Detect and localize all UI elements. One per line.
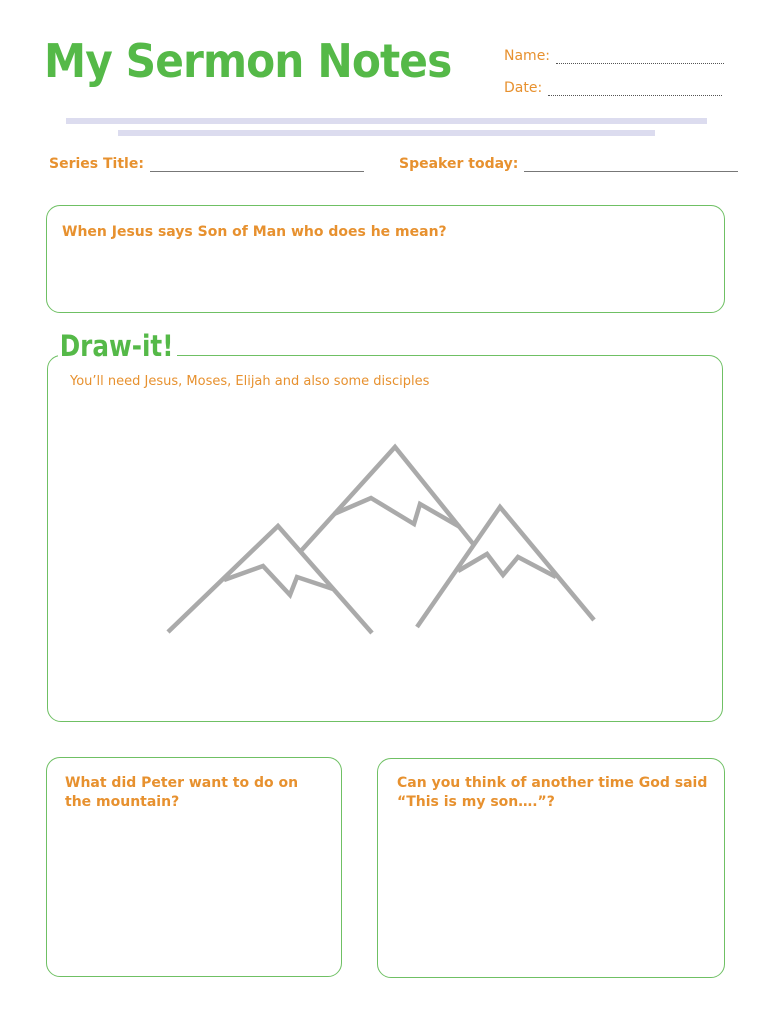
question-son-of-man: When Jesus says Son of Man who does he mean? — [62, 224, 447, 240]
series-title-label: Series Title: — [49, 156, 144, 172]
speaker-label: Speaker today: — [399, 156, 519, 172]
name-label: Name: — [504, 48, 551, 64]
date-label: Date: — [504, 80, 543, 96]
question-my-son: Can you think of another time God said “This is my son….”? — [397, 775, 708, 810]
page-title: My Sermon Notes — [44, 34, 452, 88]
draw-it-hint: You’ll need Jesus, Moses, Elijah and also some disciples — [70, 374, 430, 389]
draw-it-title: Draw-it! — [58, 332, 177, 361]
question-peter: What did Peter want to do on the mountain? — [65, 775, 299, 810]
